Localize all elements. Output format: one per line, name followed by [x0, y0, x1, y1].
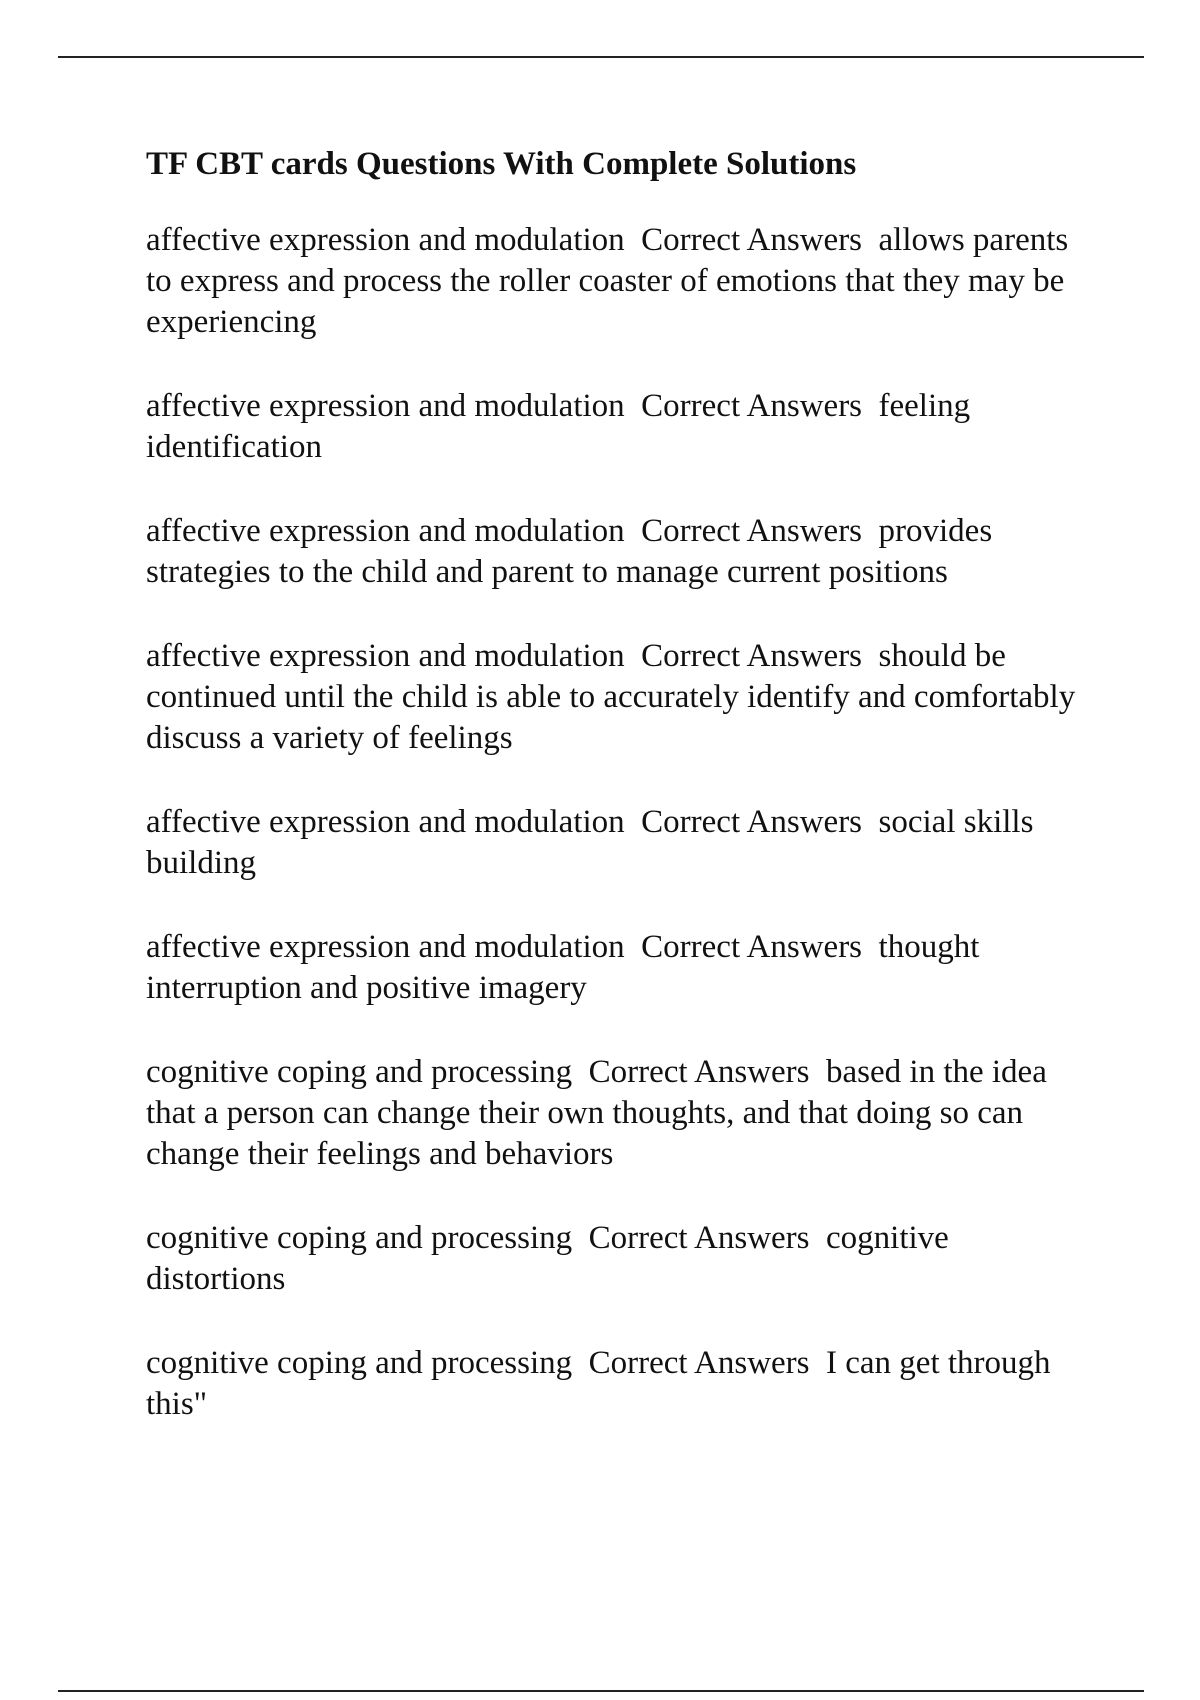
qa-entry: affective expression and modulation Correct Answers allows parents to express and process the roller coaster of emotions that they may be experiencing [146, 222, 1077, 340]
qa-entry: affective expression and modulation Correct Answers thought interruption and positive imagery [146, 929, 988, 1006]
qa-entry: affective expression and modulation Correct Answers provides strategies to the child and parent to manage current positions [146, 513, 1001, 590]
qa-entry: cognitive coping and processing Correct Answers I can get through this" [146, 1345, 1059, 1422]
qa-entry: affective expression and modulation Correct Answers should be continued until the child is able to accurately identify and comfortably discuss a variety of feelings [146, 638, 1084, 756]
qa-entry: cognitive coping and processing Correct Answers based in the idea that a person can change their own thoughts, and that doing so can change their feelings and behaviors [146, 1054, 1056, 1172]
footer-rule [58, 1690, 1144, 1692]
qa-entry: affective expression and modulation Correct Answers social skills building [146, 804, 1042, 881]
qa-entry: cognitive coping and processing Correct Answers cognitive distortions [146, 1220, 958, 1297]
document-body [146, 142, 1096, 1468]
document-title: TF CBT cards Questions With Complete Solutions [146, 146, 857, 182]
qa-entry: affective expression and modulation Correct Answers feeling identification [146, 388, 979, 465]
header-rule [58, 56, 1144, 58]
